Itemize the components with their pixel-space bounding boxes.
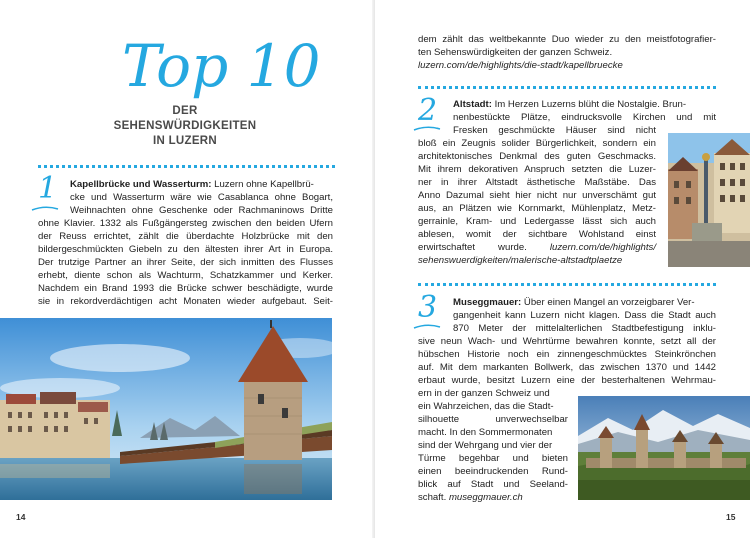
- dotted-divider: [418, 283, 716, 286]
- entry-3-line: blick auf Stadt und Seeland-: [418, 479, 568, 490]
- number-swash-icon: [30, 204, 60, 214]
- entry-1-line: sie in rekordverdächtigen acht Monaten wieder aufgebaut. Seit-: [38, 296, 333, 307]
- entry-3-line: sind der Wehrgang und vier der: [418, 440, 553, 451]
- museggmauer-link[interactable]: museggmauer.ch: [448, 492, 523, 503]
- entry-number-1: 1: [38, 171, 58, 206]
- entry-3-line: macht. In den Sommermonaten: [418, 427, 553, 438]
- entry-2-line: Mit ihrem dekorativen Anspruch setzten die Luzer-: [418, 164, 656, 175]
- subtitle-line-2: IN LUZERN: [152, 135, 218, 147]
- entry-1-line: ohne Klavier. 1332 als Fußgängersteg zwischen den beiden Ufern: [38, 218, 333, 229]
- entry-2-line: nenbestückte Plätze, eindrucksvolle Kirchen und mit: [453, 112, 716, 123]
- entry-2-line: architektonisches Denkmal des guten Geschmacks.: [418, 151, 656, 162]
- entry-1-line: Weihnachten ohne Geschenke oder Rachmaninows Dritte: [70, 205, 333, 216]
- entry-3-intro: [453, 296, 716, 309]
- entry-3-title: Museggmauer:: [453, 297, 522, 308]
- top10-heading: Top 10: [122, 32, 321, 100]
- subtitle: [100, 104, 270, 149]
- continuation-line: dem zählt das weltbekannte Duo wieder zu den meistfotografier-: [418, 34, 716, 45]
- entry-3-line: sive neun Wach- und Wehrtürme bewahren konnte, setzt all der: [418, 336, 716, 347]
- entry-1-line: erhebt, diente schon als Wachturm, Schatzkammer und Kerker.: [38, 270, 333, 281]
- entry-3-line: 870 Meter der mittelalterlichen Stadtbefestigung inklu-: [453, 323, 716, 334]
- continuation-line: ten Sehenswürdigkeiten der ganzen Schweiz.: [418, 47, 613, 58]
- entry-3-line: Türme begehbar und bieten: [418, 453, 568, 464]
- entry-1-line: Luzern ohne Kapellbrü-: [214, 179, 314, 190]
- museggmauer-photo: [578, 396, 750, 500]
- kapellbruecke-link[interactable]: luzern.com/de/highlights/die-stadt/kapellbruecke: [418, 60, 623, 71]
- entry-2-title: Altstadt:: [453, 99, 492, 110]
- subtitle-line-1: DER SEHENSWÜRDIGKEITEN: [113, 105, 257, 132]
- entry-2-line: Anno Dazumal sieht hier nicht nur unverschämt gut: [418, 190, 656, 201]
- entry-1-line: der Reuss errichtet, zählt die überdachte Holzbrücke mit den: [38, 231, 333, 242]
- entry-1-line: bildergeschmückten Giebeln zu den ältesten ihrer Art in Europa.: [38, 244, 333, 255]
- page-number-left: 14: [16, 512, 26, 522]
- entry-3-line: hübschen Historie noch ein zinnengeschmücktes Steinkrönchen: [418, 349, 716, 360]
- entry-3-line: erbaut wurde, besitzt Luzern eine der besterhaltenen Wehrmau-: [418, 375, 716, 386]
- altstadt-link-part1[interactable]: luzern.com/de/highlights/: [549, 242, 656, 253]
- entry-3-last-line: [418, 491, 568, 504]
- entry-3-line: Über einen Mangel an vorzeigbarer Ver-: [523, 297, 695, 308]
- entry-2-intro: [453, 98, 716, 111]
- entry-3-line: ein Wahrzeichen, das die Stadt-: [418, 401, 554, 412]
- entry-3-line: auf. Mit dem markanten Bollwerk, das zwischen 1370 und 1442: [418, 362, 716, 373]
- entry-2-line: ablesen, womit der sichtbare Wohlstand einst: [418, 229, 656, 240]
- entry-3-line: schaft.: [418, 492, 447, 503]
- entry-2-line: erwirtschaftet wurde.: [418, 242, 527, 253]
- entry-1-line: Nachdem ein Brand 1993 die Brücke schwer beschädigte, wurde: [38, 283, 333, 294]
- entry-2-line: Im Herzen Luzerns blüht die Nostalgie. Brun-: [494, 99, 687, 110]
- entry-number-3: 3: [418, 290, 438, 325]
- top10-heading-graphic: [118, 28, 321, 100]
- dotted-divider: [38, 165, 335, 168]
- number-swash-icon: [412, 322, 442, 332]
- page-number-right: 15: [726, 512, 736, 522]
- kapellbruecke-photo: [0, 318, 332, 500]
- entry-number-2: 2: [418, 93, 438, 128]
- entry-2-last-line: [418, 241, 656, 254]
- entry-2-line: gerrainle, Kram- und Ledergasse lässt sich auch: [418, 216, 656, 227]
- entry-1-line: cke und Wasserturm wäre wie Casablanca ohne Bogart,: [70, 192, 333, 203]
- entry-2-line: Fresken geschmückte Häuser sind nicht: [453, 125, 656, 136]
- entry-3-line: silhouette unverwechselbar: [418, 414, 568, 425]
- entry-2-line: bloß ein Zeugnis solider Bürgerlichkeit, sondern ein: [418, 138, 656, 149]
- entry-3-line: gangenheit kann Luzern nicht klagen. Dass die Stadt auch: [453, 310, 716, 321]
- entry-3-line: einen beeindruckenden Rund-: [418, 466, 568, 477]
- altstadt-photo: [668, 133, 750, 267]
- entry-2-line: aus, an Plätzen wie Kornmarkt, Mühlenplatz, Metz-: [418, 203, 656, 214]
- entry-1-title: Kapellbrücke und Wasserturm:: [70, 179, 212, 190]
- entry-1-line: Der trutzige Partner an ihrer Seite, der sich inmitten des Flusses: [38, 257, 333, 268]
- number-swash-icon: [412, 124, 442, 134]
- entry-1-intro: [70, 178, 333, 191]
- right-page: [375, 0, 750, 538]
- entry-3-line: ern in der ganzen Schweiz und: [418, 388, 550, 399]
- dotted-divider: [418, 86, 716, 89]
- entry-2-line: ner in ihrer Altstadt ästhetische Maßstäbe. Das: [418, 177, 656, 188]
- altstadt-link-part2[interactable]: sehenswuerdigkeiten/malerische-altstadtplaetze: [418, 255, 623, 266]
